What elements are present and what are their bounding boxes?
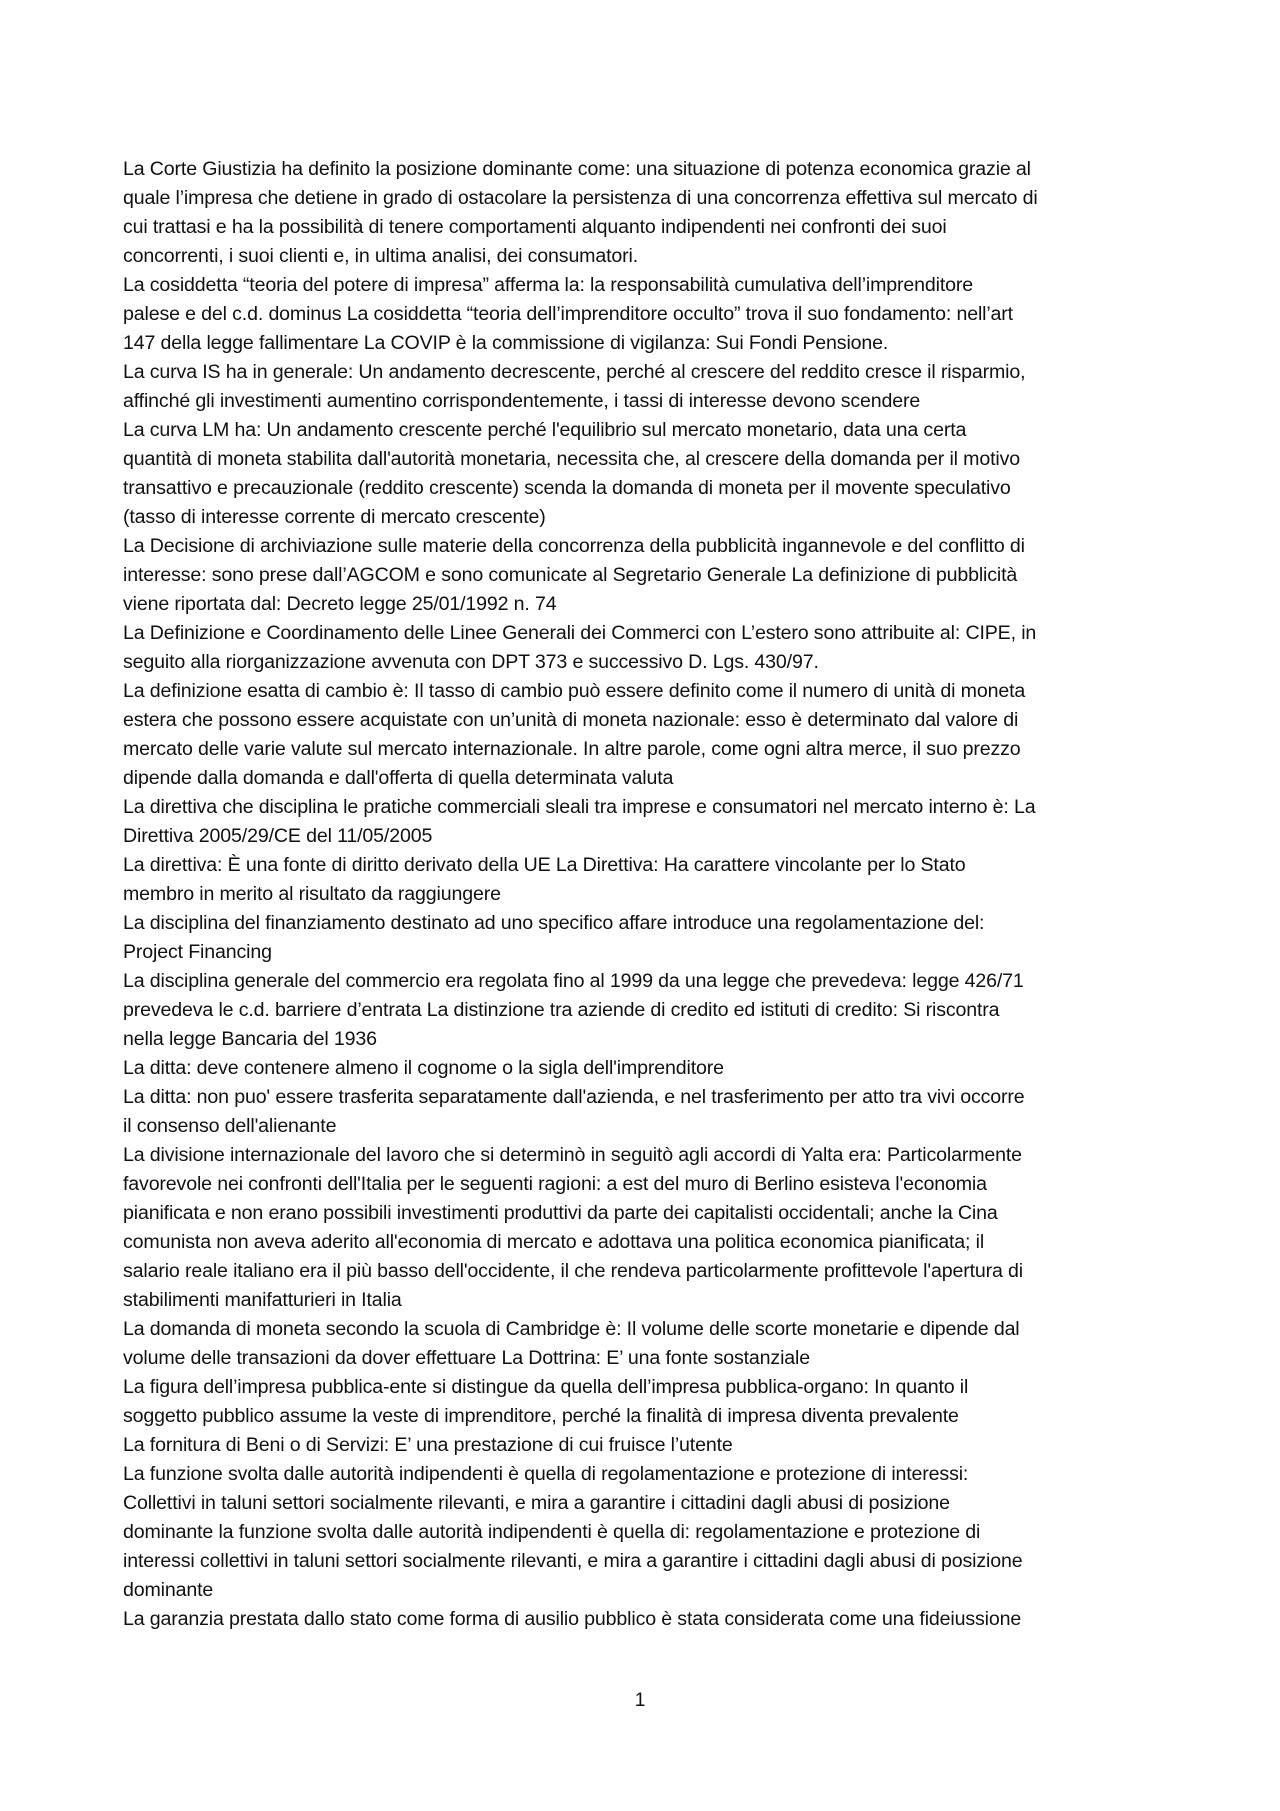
text-line: Direttiva 2005/29/CE del 11/05/2005	[123, 825, 433, 847]
text-line: il consenso dell'alienante	[123, 1115, 337, 1137]
text-line: (tasso di interesse corrente di mercato crescente)	[123, 506, 546, 528]
text-line: soggetto pubblico assume la veste di imprenditore, perché la finalità di impresa diventa prevalente	[123, 1405, 959, 1427]
text-line: La domanda di moneta secondo la scuola di Cambridge è: Il volume delle scorte monetarie e dipende dal	[123, 1318, 1020, 1340]
text-line: La cosiddetta “teoria del potere di impresa” afferma la: la responsabilità cumulativa dell’imprenditore	[123, 274, 974, 296]
text-line: dominante la funzione svolta dalle autorità indipendenti è quella di: regolamentazione e protezione di	[123, 1521, 981, 1543]
text-line: La Decisione di archiviazione sulle materie della concorrenza della pubblicità ingannevole e del conflitto di	[123, 535, 1025, 557]
text-line: concorrenti, i suoi clienti e, in ultima analisi, dei consumatori.	[123, 245, 639, 267]
text-line: favorevole nei confronti dell'Italia per le seguenti ragioni: a est del muro di Berlino esisteva l'economia	[123, 1173, 987, 1195]
text-line: 147 della legge fallimentare La COVIP è la commissione di vigilanza: Sui Fondi Pensione.	[123, 332, 889, 354]
text-line: La disciplina del finanziamento destinato ad uno specifico affare introduce una regolamentazione del:	[123, 912, 985, 934]
text-line: La Definizione e Coordinamento delle Linee Generali dei Commerci con L’estero sono attribuite al: CIPE, in	[123, 622, 1037, 644]
text-line: La direttiva che disciplina le pratiche commerciali sleali tra imprese e consumatori nel mercato interno è: La	[123, 796, 1036, 818]
text-line: seguito alla riorganizzazione avvenuta con DPT 373 e successivo D. Lgs. 430/97.	[123, 651, 819, 673]
text-line: interessi collettivi in taluni settori socialmente rilevanti, e mira a garantire i cittadini dagli abusi di posizione	[123, 1550, 1023, 1572]
text-line: volume delle transazioni da dover effettuare La Dottrina: E’ una fonte sostanziale	[123, 1347, 810, 1369]
text-line: La disciplina generale del commercio era regolata fino al 1999 da una legge che prevedeva: legge 426/71	[123, 970, 1024, 992]
text-line: comunista non aveva aderito all'economia di mercato e adottava una politica economica pianificata; il	[123, 1231, 985, 1253]
text-line: transattivo e precauzionale (reddito crescente) scenda la domanda di moneta per il movente speculativo	[123, 477, 1011, 499]
text-line: La Corte Giustizia ha definito la posizione dominante come: una situazione di potenza economica grazie al	[123, 158, 1031, 180]
text-line: interesse: sono prese dall’AGCOM e sono comunicate al Segretario Generale La definizione di pubblicità	[123, 564, 1018, 586]
text-line: membro in merito al risultato da raggiungere	[123, 883, 501, 905]
text-line: La direttiva: È una fonte di diritto derivato della UE La Direttiva: Ha carattere vincolante per lo Stato	[123, 854, 966, 876]
text-line: dipende dalla domanda e dall'offerta di quella determinata valuta	[123, 767, 674, 789]
text-line: mercato delle varie valute sul mercato internazionale. In altre parole, come ogni altra merce, il suo prezzo	[123, 738, 1021, 760]
text-line: La fornitura di Beni o di Servizi: E’ una prestazione di cui fruisce l’utente	[123, 1434, 733, 1456]
text-line: estera che possono essere acquistate con un’unità di moneta nazionale: esso è determinato dal valore di	[123, 709, 1019, 731]
text-line: La ditta: non puo' essere trasferita separatamente dall'azienda, e nel trasferimento per atto tra vivi occorre	[123, 1086, 1025, 1108]
text-line: Project Financing	[123, 941, 272, 963]
text-line: La curva IS ha in generale: Un andamento decrescente, perché al crescere del reddito cresce il risparmio,	[123, 361, 1026, 383]
page-number: 1	[634, 1690, 646, 1711]
text-line: cui trattasi e ha la possibilità di tenere comportamenti alquanto indipendenti nei confronti dei suoi	[123, 216, 947, 238]
text-line: La funzione svolta dalle autorità indipendenti è quella di regolamentazione e protezione di interessi:	[123, 1463, 969, 1485]
text-line: palese e del c.d. dominus La cosiddetta “teoria dell’imprenditore occulto” trova il suo fondamento: nell’art	[123, 303, 1013, 325]
text-line: La divisione internazionale del lavoro che si determinò in seguitò agli accordi di Yalta era: Particolarmente	[123, 1144, 1022, 1166]
text-line: affinché gli investimenti aumentino corrispondentemente, i tassi di interesse devono scendere	[123, 390, 921, 412]
text-line: quantità di moneta stabilita dall'autorità monetaria, necessita che, al crescere della domanda per il motivo	[123, 448, 1020, 470]
text-line: salario reale italiano era il più basso dell'occidente, il che rendeva particolarmente profittevole l'apertura di	[123, 1260, 1023, 1282]
text-line: stabilimenti manifatturieri in Italia	[123, 1289, 402, 1311]
text-line: Collettivi in taluni settori socialmente rilevanti, e mira a garantire i cittadini dagli abusi di posizione	[123, 1492, 950, 1514]
text-line: quale l’impresa che detiene in grado di ostacolare la persistenza di una concorrenza effettiva sul mercato di	[123, 187, 1038, 209]
text-line: La definizione esatta di cambio è: Il tasso di cambio può essere definito come il numero di unità di moneta	[123, 680, 1026, 702]
text-line: dominante	[123, 1579, 214, 1601]
text-line: La ditta: deve contenere almeno il cognome o la sigla dell'imprenditore	[123, 1057, 724, 1079]
text-line: prevedeva le c.d. barriere d’entrata La distinzione tra aziende di credito ed istituti di credito: Si riscontra	[123, 999, 1000, 1021]
text-line: nella legge Bancaria del 1936	[123, 1028, 377, 1050]
text-line: viene riportata dal: Decreto legge 25/01/1992 n. 74	[123, 593, 557, 615]
text-line: La garanzia prestata dallo stato come forma di ausilio pubblico è stata considerata come una fideiussione	[123, 1608, 1022, 1630]
text-line: pianificata e non erano possibili investimenti produttivi da parte dei capitalisti occidentali; anche la Cina	[123, 1202, 998, 1224]
document-body	[123, 155, 1163, 1634]
text-line: La figura dell’impresa pubblica-ente si distingue da quella dell’impresa pubblica-organo: In quanto il	[123, 1376, 969, 1398]
text-line: La curva LM ha: Un andamento crescente perché l'equilibrio sul mercato monetario, data una certa	[123, 419, 967, 441]
